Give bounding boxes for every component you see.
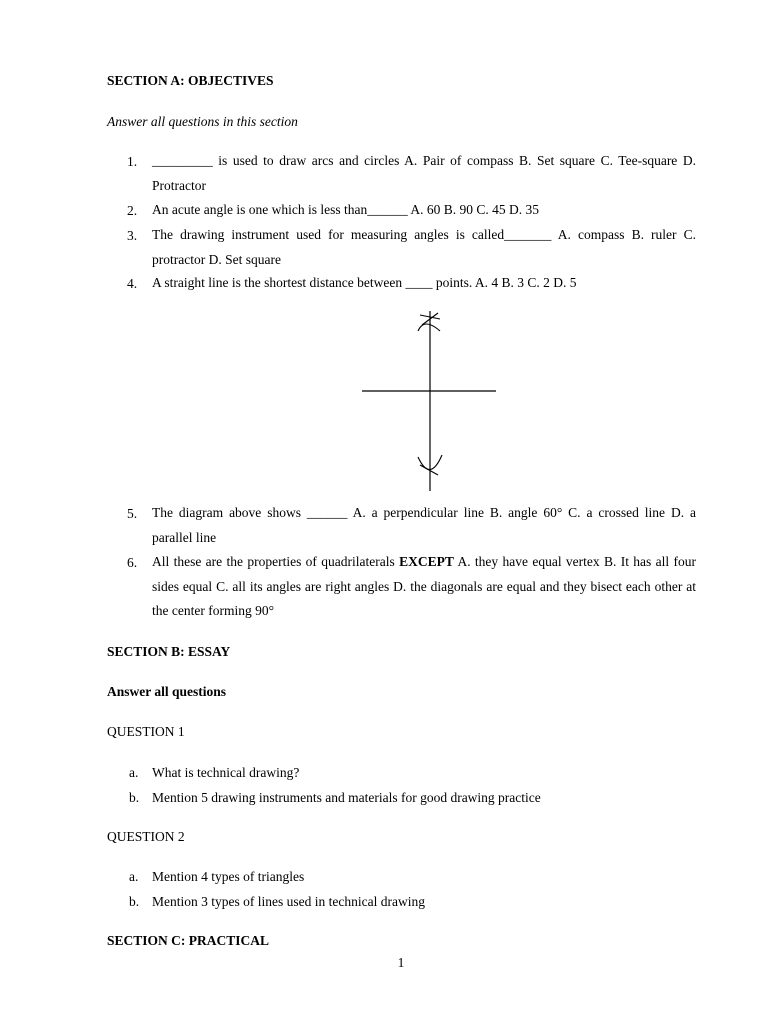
item-text: What is technical drawing?	[152, 765, 300, 780]
item-text: Mention 5 drawing instruments and materials for good drawing practice	[152, 790, 541, 805]
question-text: _________ is used to draw arcs and circles A. Pair of compass B. Set square C. Tee-square D. Protractor	[152, 153, 696, 193]
item-letter: b.	[129, 790, 140, 805]
question-text: A straight line is the shortest distance between ____ points. A. 4 B. 3 C. 2 D. 5	[152, 275, 577, 290]
section-c-title: SECTION C: PRACTICAL	[107, 933, 270, 948]
item-letter: a.	[129, 869, 139, 884]
except-emphasis: EXCEPT	[399, 554, 454, 569]
question-number: 5.	[127, 506, 138, 521]
question-text: An acute angle is one which is less than______ A. 60 B. 90 C. 45 D. 35	[152, 202, 539, 217]
question-text: The diagram above shows ______ A. a perpendicular line B. angle 60° C. a crossed line D. a parallel line	[152, 505, 696, 545]
section-a-title: SECTION A: OBJECTIVES	[107, 73, 274, 88]
item-text: Mention 4 types of triangles	[152, 869, 305, 884]
item-text: Mention 3 types of lines used in technical drawing	[152, 894, 425, 909]
section-b-instruction: Answer all questions	[107, 684, 227, 699]
question-2-title: QUESTION 2	[107, 829, 185, 844]
top-arc	[418, 324, 440, 331]
question-text-part: A. they have equal vertex B. It has all four sides equal C. all its angles are right angles D. the diagonals are equal and they bisect each other at the center forming 90°	[152, 554, 696, 618]
question-number: 2.	[127, 203, 138, 218]
section-b-title: SECTION B: ESSAY	[107, 644, 231, 659]
question-text: The drawing instrument used for measuring angles is called_______ A. compass B. ruler C. protractor D. Set square	[152, 227, 696, 267]
item-letter: b.	[129, 894, 140, 909]
question-number: 3.	[127, 228, 138, 243]
question-number: 1.	[127, 154, 138, 169]
perpendicular-bisector-diagram	[356, 305, 501, 495]
item-letter: a.	[129, 765, 139, 780]
question-text-part: All these are the properties of quadrilaterals	[152, 554, 400, 569]
question-1-title: QUESTION 1	[107, 724, 185, 739]
question-number: 6.	[127, 555, 138, 570]
question-text	[152, 550, 696, 624]
page-number: 1	[397, 955, 405, 970]
section-a-instruction: Answer all questions in this section	[107, 114, 298, 129]
question-number: 4.	[127, 276, 138, 291]
